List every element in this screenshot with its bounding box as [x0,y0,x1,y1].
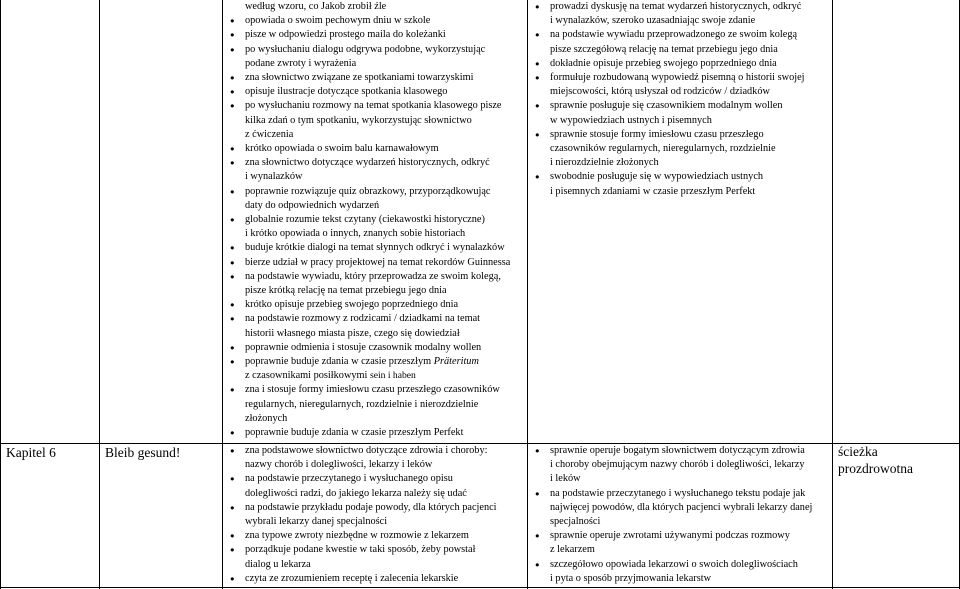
list-item: ● sprawnie stosuje formy imiesłowu czasu przeszłego [533,128,830,142]
table-divider [832,0,833,589]
list-item: ● zna podstawowe słownictwo dotyczące zdrowia i choroby: [228,444,525,458]
list-item: ● na podstawie rozmowy z rodzicami / dziadkami na temat [228,312,525,326]
list-item: ● po wysłuchaniu dialogu odgrywa podobne, wykorzystując [228,43,525,57]
skills-list [533,444,830,586]
list-item: złożonych [245,412,288,424]
list-item: ● sprawnie posługuje się czasownikiem modalnym wollen [533,99,830,113]
list-item: ● swobodnie posługuje się w wypowiedziach ustnych [533,170,830,184]
list-item: i pyta o sposób przyjmowania lekarstw [550,572,711,584]
lower-middle-cell [228,444,525,587]
chapter-label: Kapitel 6 [6,445,56,460]
list-item: ● poprawnie buduje zdania w czasie przeszłym Präteritum [228,355,525,369]
italic-term: Präteritum [433,356,479,368]
list-item: z czasownikami posiłkowymi sein i haben [245,370,416,382]
list-item: ● zna słownictwo związane ze spotkaniami towarzyskimi [228,71,525,85]
list-item: ● krótko opowiada o swoim balu karnawałowym [228,142,525,156]
list-item: ● poprawnie odmienia i stosuje czasownik modalny wollen [228,341,525,355]
skills-list [228,444,525,586]
list-item: według wzoru, co Jakob zrobił źle [245,1,387,12]
skills-list [533,0,830,199]
list-item: ● pisze w odpowiedzi prostego maila do koleżanki [228,28,525,42]
list-item: ● po wysłuchaniu rozmowy na temat spotkania klasowego pisze [228,99,525,113]
list-item: pisze szczegółową relację na temat przebiegu jego dnia [550,43,778,55]
list-item: podane zwroty i wyrażenia [245,57,357,69]
list-item: ● poprawnie rozwiązuje quiz obrazkowy, przyporządkowując [228,185,525,199]
list-item: nazwy chorób i dolegliwości, lekarzy i leków [245,459,433,471]
table-divider [222,0,223,589]
list-item: historii własnego miasta pisze, czego się dowiedział [245,327,460,339]
list-item: z lekarzem [550,544,595,556]
table-divider [99,0,100,589]
list-item: ● zna i stosuje formy imiesłowu czasu przeszłego czasowników [228,383,525,397]
chapter-title: Bleib gesund! [105,445,181,460]
list-item: pisze krótką relację na temat przebiegu jego dnia [245,285,447,297]
list-item: ● czyta ze zrozumieniem receptę i zalecenia lekarskie [228,572,525,586]
table-border-left [0,0,1,589]
list-item: daty do odpowiednich wydarzeń [245,199,380,211]
list-item: w wypowiedziach ustnych i pisemnych [550,114,712,126]
list-item: ● na podstawie przeczytanego i wysłuchanego opisu [228,472,525,486]
list-item: ● opisuje ilustracje dotyczące spotkania klasowego [228,85,525,99]
list-item: kilka zdań o tym spotkaniu, wykorzystując słownictwo [245,114,472,126]
list-item: specjalności [550,516,601,528]
list-item: i wynalazków [245,171,303,183]
list-item: wybrali lekarzy danej specjalności [245,516,388,528]
row-divider-bottom [0,587,960,588]
list-item: ● formułuje rozbudowaną wypowiedź pisemną o historii swojej [533,71,830,85]
list-item: ● na podstawie przeczytanego i wysłuchanego tekstu podaje jak [533,487,830,501]
list-item: regularnych, nieregularnych, rozdzielnie i nierozdzielnie [245,398,479,410]
list-item: ● na podstawie wywiadu przeprowadzonego ze swoim kolegą [533,28,830,42]
list-item: i wynalazków, szeroko uzasadniając swoje zdanie [550,15,756,27]
list-item: ● na podstawie wywiadu, który przeprowadza ze swoim kolegą, [228,270,525,284]
list-item: ● szczegółowo opowiada lekarzowi o swoich dolegliwościach [533,558,830,572]
list-item: i leków [550,473,581,485]
path-label: ścieżka prozdrowotna [838,444,913,476]
list-item: ● globalnie rozumie tekst czytany (ciekawostki historyczne) [228,213,525,227]
list-item: ● poprawnie buduje zdania w czasie przeszłym Perfekt [228,426,525,440]
list-item: ● sprawnie operuje bogatym słownictwem dotyczącym zdrowia [533,444,830,458]
list-item: dialog u lekarza [245,558,311,570]
list-item: ● krótko opisuje przebieg swojego poprzedniego dnia [228,298,525,312]
list-item: ● zna typowe zwroty niezbędne w rozmowie z lekarzem [228,529,525,543]
list-item: ● na podstawie przykładu podaje powody, dla których pacjenci [228,501,525,515]
list-item: z ćwiczenia [245,128,294,140]
list-item: dolegliwości radzi, do jakiego lekarza należy się udać [245,487,467,499]
list-item: i krótko opowiada o innych, znanych sobie historiach [245,228,466,240]
list-item: i pisemnych zdaniami w czasie przeszłym Perfekt [550,185,756,197]
upper-middle-cell [228,0,525,442]
list-item: i nierozdzielnie złożonych [550,157,659,169]
list-item: najwięcej powodów, dla których pacjenci wybrali lekarzy danej [550,501,813,513]
list-item: ● porządkuje podane kwestie w taki sposób, żeby powstał [228,543,525,557]
list-item: i choroby obejmującym nazwy chorób i dolegliwości, lekarzy [550,459,805,471]
list-item: miejscowości, którą usłyszał od rodziców / dziadków [550,86,770,98]
list-item: ● buduje krótkie dialogi na temat słynnych odkryć i wynalazków [228,241,525,255]
list-item: ● prowadzi dyskusję na temat wydarzeń historycznych, odkryć [533,0,830,14]
list-item: czasowników regularnych, nieregularnych, rozdzielnie [550,143,776,155]
table-divider [527,0,528,589]
list-item: ● sprawnie operuje zwrotami używanymi podczas rozmowy [533,529,830,543]
list-item: ● opowiada o swoim pechowym dniu w szkole [228,14,525,28]
list-item: ● bierze udział w pracy projektowej na temat rekordów Guinnessa [228,256,525,270]
small-term: sein i haben [369,370,416,382]
lower-right-cell [533,444,830,587]
list-item: ● zna słownictwo dotyczące wydarzeń historycznych, odkryć [228,156,525,170]
upper-right-cell [533,0,830,442]
list-item: ● dokładnie opisuje przebieg swojego poprzedniego dnia [533,57,830,71]
skills-list [228,0,525,440]
